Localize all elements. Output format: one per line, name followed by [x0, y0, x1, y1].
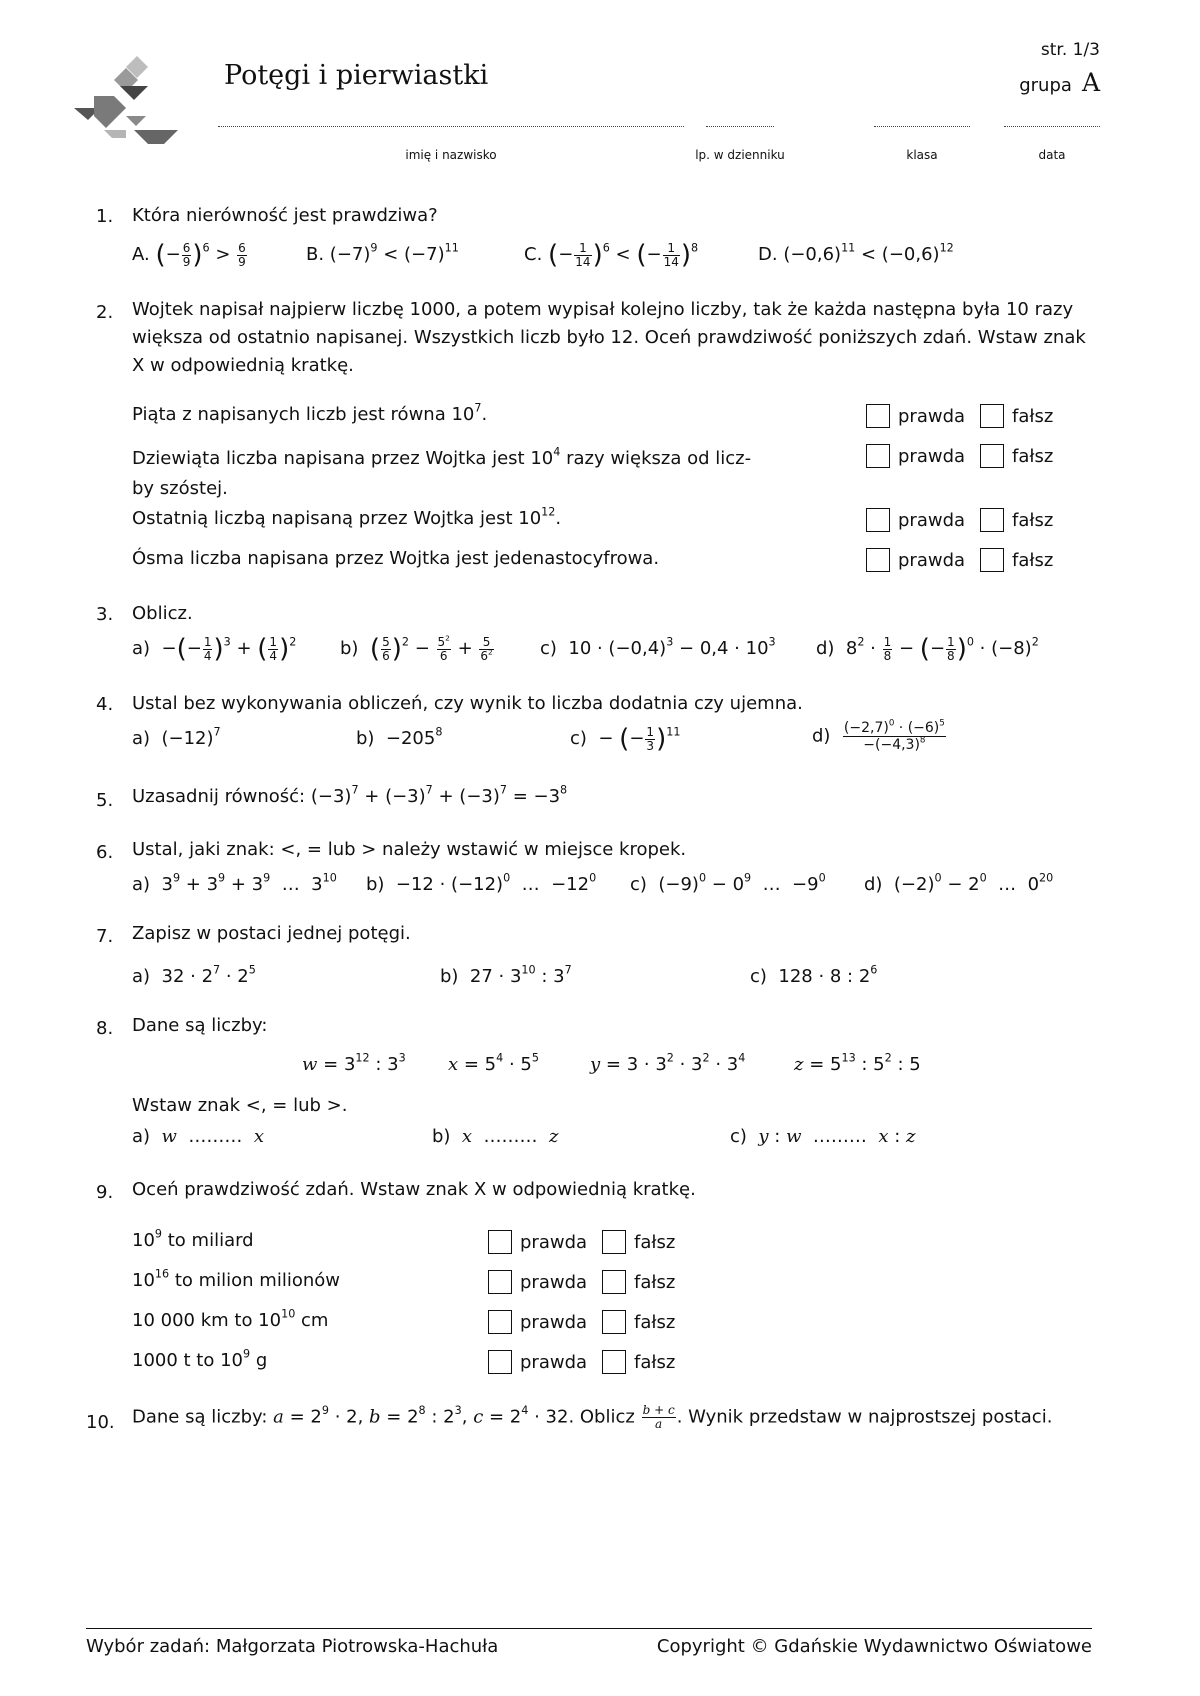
task-2-s4-true-label: prawda	[898, 550, 966, 571]
task-9-s4-false-label: fałsz	[634, 1352, 676, 1373]
task-8-number: 8.	[96, 1018, 114, 1039]
task-7-b: b) $27 \cdot 3^{10}$ : $3^7$	[440, 963, 572, 987]
task-10-number: 10.	[86, 1412, 115, 1433]
task-9-question: Oceń prawdziwość zdań. Wstaw znak X w odpowiednią kratkę.	[132, 1179, 696, 1200]
task-2-s1-true-checkbox[interactable]	[866, 404, 890, 428]
class-field-label: klasa	[906, 148, 938, 162]
name-field[interactable]	[218, 122, 684, 127]
task-9-s1-true-checkbox[interactable]	[488, 1230, 512, 1254]
date-field[interactable]	[1004, 122, 1100, 127]
task-4-b: $b) -205^8$	[356, 725, 443, 749]
class-number-field-label: lp. w dzienniku	[695, 148, 785, 162]
task-6-b: $b) -12 \cdot (-12)^0$ … $-12^0$	[366, 871, 597, 895]
task-2-s3-true-checkbox[interactable]	[866, 508, 890, 532]
task-2-statement-1: Piąta z napisanych liczb jest równa $10^7$.	[132, 401, 488, 425]
task-10-question: Dane są liczby: $a = 2^9 \cdot 2$, $b = 2^8$ : $2^3$, $c = 2^4 \cdot 32$. Oblicz $\frac{b + c}{a}$ . Wynik przedstaw w najprostszej postaci.	[132, 1403, 1053, 1431]
task-6-number: 6.	[96, 842, 114, 863]
task-7-c: c) 128 · 8 : $2^6$	[750, 963, 878, 987]
task-8-instruction: Wstaw znak <, = lub >.	[132, 1095, 348, 1116]
task-3-d: d) $8^2$ · $\frac{1}{8}$ − (− $\frac{1}{8}$ )$^0 \cdot (-8)^2$	[816, 634, 1039, 664]
task-2-statement-2: Dziewiąta liczba napisana przez Wojtka jest $10^4$ razy większa od licz- by szóstej.	[132, 445, 752, 499]
task-1-option-b: B. $(-7)^9 < (-7)^{11}$	[306, 241, 459, 265]
task-2-s2-false-checkbox[interactable]	[980, 444, 1004, 468]
task-1-number: 1.	[96, 206, 114, 227]
group-label: grupa	[1019, 75, 1072, 96]
task-2-statement-4: Ósma liczba napisana przez Wojtka jest jedenastocyfrowa.	[132, 548, 660, 569]
date-field-label: data	[1038, 148, 1066, 162]
task-3-b: b) ( $\frac{5}{6}$ )$^2$ − $\frac{5^2}{6}$ + $\frac{5}{6^2}$	[340, 632, 493, 664]
task-9-s3-true-label: prawda	[520, 1312, 588, 1333]
task-1-option-a: A. (− $\frac{6}{9}$ )$^6$ > $\frac{6}{9}$	[132, 240, 246, 270]
task-2-s4-false-label: fałsz	[1012, 550, 1054, 571]
task-9-s4-true-label: prawda	[520, 1352, 588, 1373]
task-8-b: b) x ……… z	[432, 1126, 559, 1147]
task-8-question: Dane są liczby:	[132, 1015, 268, 1036]
task-8-w: $w = 3^{12}$ : $3^3$	[302, 1051, 406, 1075]
footer-author: Wybór zadań: Małgorzata Piotrowska-Hachuła	[86, 1636, 499, 1657]
task-8-y: $y = 3 \cdot 3^2 \cdot 3^2 \cdot 3^4$	[590, 1051, 746, 1075]
task-9-s4-true-checkbox[interactable]	[488, 1350, 512, 1374]
task-2-s1-false-label: fałsz	[1012, 406, 1054, 427]
task-9-statement-4: 1000 t to $10^9$ g	[132, 1347, 268, 1371]
task-2-s4-true-checkbox[interactable]	[866, 548, 890, 572]
page-number: str. 1/3	[1040, 40, 1100, 60]
task-2-s2-true-checkbox[interactable]	[866, 444, 890, 468]
task-4-a: a) $(-12)^7$	[132, 725, 221, 749]
task-1-option-d: D. $(-0,6)^{11} < (-0,6)^{12}$	[758, 241, 954, 265]
task-2-s2-false-label: fałsz	[1012, 446, 1054, 467]
task-5-question: Uzasadnij równość: $(-3)^7 + (-3)^7 + (-3)^7 = -3^8$	[132, 783, 568, 807]
task-3-number: 3.	[96, 604, 114, 625]
task-1-option-c: C. (− $\frac{1}{14}$ )$^6$ < (− $\frac{1}{14}$ )$^8$	[524, 240, 699, 270]
task-2-s3-false-checkbox[interactable]	[980, 508, 1004, 532]
task-9-statement-1: $10^9$ to miliard	[132, 1227, 254, 1251]
page-title: Potęgi i pierwiastki	[224, 60, 489, 91]
task-9-s2-true-checkbox[interactable]	[488, 1270, 512, 1294]
task-5-number: 5.	[96, 790, 114, 811]
task-9-number: 9.	[96, 1182, 114, 1203]
task-9-s2-false-label: fałsz	[634, 1272, 676, 1293]
name-field-label: imię i nazwisko	[405, 148, 497, 162]
class-field[interactable]	[874, 122, 970, 127]
task-8-x: $x = 5^4 \cdot 5^5$	[448, 1051, 539, 1075]
task-9-s3-false-checkbox[interactable]	[602, 1310, 626, 1334]
task-2-s1-true-label: prawda	[898, 406, 966, 427]
task-7-a: a) $32 \cdot 2^7 \cdot 2^5$	[132, 963, 256, 987]
task-2-s3-true-label: prawda	[898, 510, 966, 531]
footer-copyright: Copyright © Gdańskie Wydawnictwo Oświatowe	[656, 1636, 1092, 1657]
task-9-s1-true-label: prawda	[520, 1232, 588, 1253]
group-indicator	[1019, 68, 1100, 97]
task-9-s1-false-checkbox[interactable]	[602, 1230, 626, 1254]
group-letter: A	[1081, 68, 1100, 97]
task-7-question: Zapisz w postaci jednej potęgi.	[132, 923, 411, 944]
task-4-number: 4.	[96, 694, 114, 715]
task-8-a: a) w ……… x	[132, 1126, 264, 1147]
class-number-field[interactable]	[706, 122, 774, 127]
task-9-s3-true-checkbox[interactable]	[488, 1310, 512, 1334]
task-2-number: 2.	[96, 302, 114, 323]
task-4-question: Ustal bez wykonywania obliczeń, czy wynik to liczba dodatnia czy ujemna.	[132, 693, 803, 714]
task-3-a: a) −(− $\frac{1}{4}$ )$^3$ + ( $\frac{1}{4}$ )$^2$	[132, 634, 297, 664]
task-8-z: $z = 5^{13}$ : $5^2$ : 5	[794, 1051, 921, 1075]
task-2-s4-false-checkbox[interactable]	[980, 548, 1004, 572]
task-9-s4-false-checkbox[interactable]	[602, 1350, 626, 1374]
task-4-d: d) $\frac{(-2,7)^0 \cdot (-6)^5}{-(-4,3)^8}$	[812, 718, 945, 753]
task-3-c: c) $10 \cdot (-0,4)^3 - 0,4 \cdot 10^3$	[540, 635, 776, 659]
task-6-question: Ustal, jaki znak: <, = lub > należy wstawić w miejsce kropek.	[132, 839, 687, 860]
publisher-logo	[74, 56, 180, 146]
task-9-s2-true-label: prawda	[520, 1272, 588, 1293]
task-6-c: c) $(-9)^0 - 0^9$ … $-9^0$	[630, 871, 826, 895]
task-4-c: c) − (− $\frac{1}{3}$ )$^{11}$	[570, 724, 681, 754]
task-2-statement-3: Ostatnią liczbą napisaną przez Wojtka jest $10^{12}$.	[132, 505, 562, 529]
task-9-s3-false-label: fałsz	[634, 1312, 676, 1333]
task-9-statement-2: $10^{16}$ to milion milionów	[132, 1267, 340, 1291]
task-2-s3-false-label: fałsz	[1012, 510, 1054, 531]
task-2-question: Wojtek napisał najpierw liczbę 1000, a potem wypisał kolejno liczby, tak że każda następna była 10 razy większa od ostatnio napisanej. Wszystkich liczb było 12. Oceń prawdziwość poniższych zdań. Wstaw znak X w odpowiednią kratkę.	[132, 299, 1086, 376]
task-2-s1-false-checkbox[interactable]	[980, 404, 1004, 428]
task-6-d: d) $(-2)^0 - 2^0$ … $0^{20}$	[864, 871, 1054, 895]
task-9-statement-3: 10 000 km to $10^{10}$ cm	[132, 1307, 329, 1331]
task-3-question: Oblicz.	[132, 603, 193, 624]
task-9-s1-false-label: fałsz	[634, 1232, 676, 1253]
task-2-s2-true-label: prawda	[898, 446, 966, 467]
task-7-number: 7.	[96, 926, 114, 947]
footer-divider	[86, 1628, 1092, 1629]
task-8-c: c) y : w ……… x : z	[730, 1126, 916, 1147]
task-1-question: Która nierówność jest prawdziwa?	[132, 205, 438, 226]
task-9-s2-false-checkbox[interactable]	[602, 1270, 626, 1294]
task-6-a: a) $3^9 + 3^9 + 3^9$ … $3^{10}$	[132, 871, 337, 895]
